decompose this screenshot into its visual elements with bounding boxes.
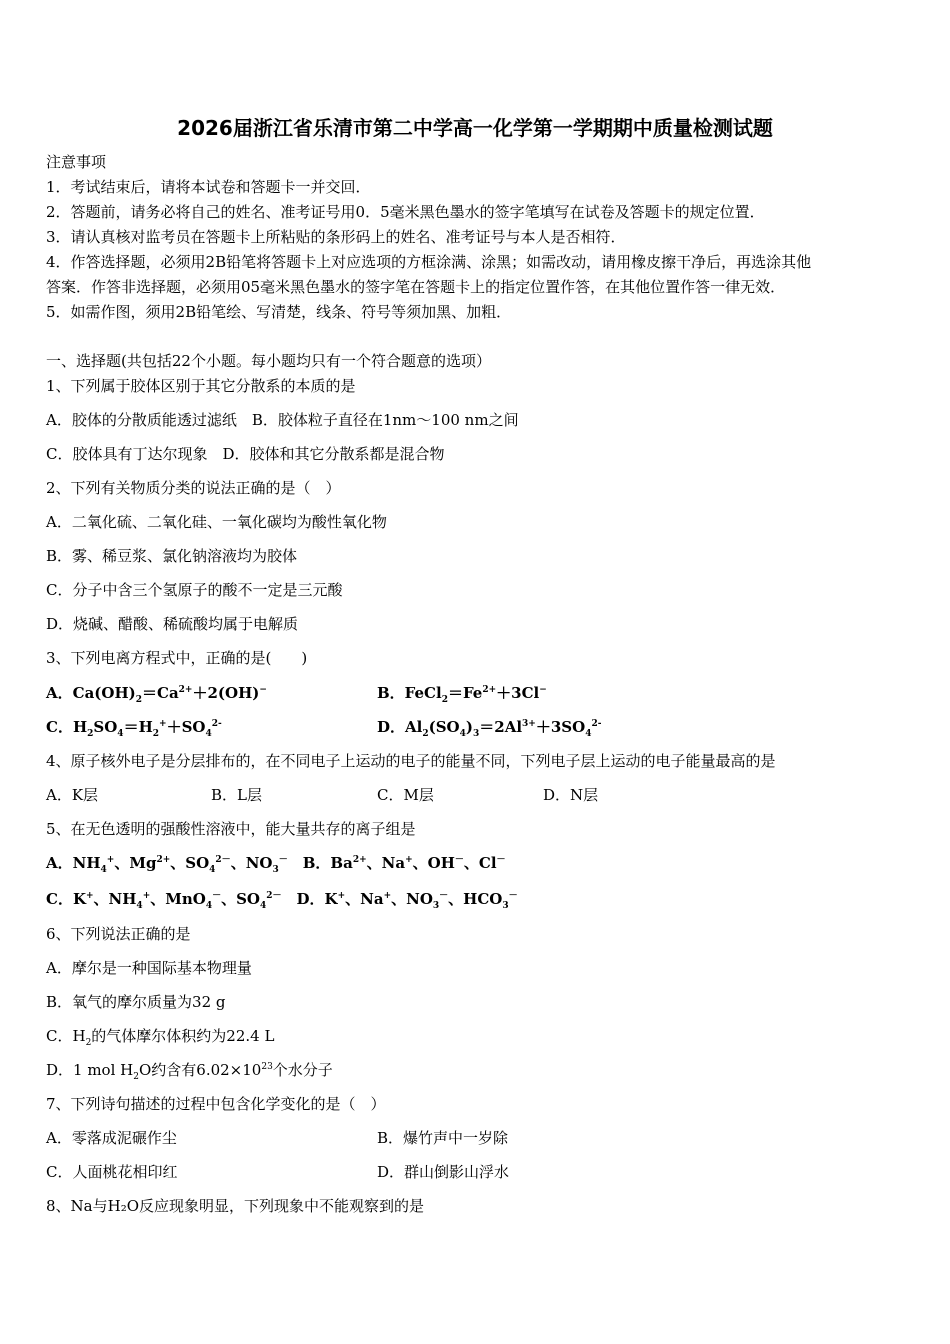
- question-4-option-d: D．N层: [543, 786, 599, 804]
- question-2-option-b: B．雾、稀豆浆、氯化钠溶液均为胶体: [46, 547, 298, 565]
- question-3-option-c: C．$H_2SO_4=H_2^++SO_4^{2-}$: [46, 718, 222, 739]
- question-3: 3、下列电离方程式中，正确的是( ): [46, 649, 308, 667]
- question-1-option-ab: A．胶体的分散质能透过滤纸 B．胶体粒子直径在1nm～100 nm之间: [46, 411, 519, 429]
- question-6-option-a: A．摩尔是一种国际基本物理量: [46, 959, 252, 977]
- notice-item: 2．答题前，请务必将自己的姓名、准考证号用0．5毫米黑色墨水的签字笔填写在试卷及答题卡的规定位置．: [46, 203, 765, 221]
- question-6-option-b: B．氧气的摩尔质量为32 g: [46, 993, 226, 1011]
- notice-heading: 注意事项: [46, 153, 107, 171]
- question-2-option-a: A．二氧化硫、二氧化硅、一氧化碳均为酸性氧化物: [46, 513, 387, 531]
- question-1-option-cd: C．胶体具有丁达尔现象 D．胶体和其它分散系都是混合物: [46, 445, 445, 463]
- notice-item: 答案．作答非选择题，必须用05毫米黑色墨水的签字笔在答题卡上的指定位置作答，在其他位置作答一律无效．: [46, 278, 786, 296]
- question-7-option-c: C．人面桃花相印红: [46, 1163, 178, 1181]
- question-6: 6、下列说法正确的是: [46, 925, 191, 943]
- question-4-option-c: C．M层: [377, 786, 434, 804]
- question-1: 1、下列属于胶体区别于其它分散系的本质的是: [46, 377, 356, 395]
- question-4-option-a: A．K层: [46, 786, 99, 804]
- section-heading: 一、选择题(共包括22个小题。每小题均只有一个符合题意的选项）: [46, 352, 491, 370]
- question-8: 8、Na与H₂O反应现象明显，下列现象中不能观察到的是: [46, 1197, 425, 1215]
- notice-item: 4．作答选择题，必须用2B铅笔将答题卡上对应选项的方框涂满、涂黑；如需改动，请用橡皮擦干净后，再选涂其他: [46, 253, 812, 271]
- question-7: 7、下列诗句描述的过程中包含化学变化的是（ ）: [46, 1095, 386, 1113]
- question-2: 2、下列有关物质分类的说法正确的是（ ）: [46, 479, 341, 497]
- notice-item: 5．如需作图，须用2B铅笔绘、写清楚，线条、符号等须加黑、加粗．: [46, 303, 512, 321]
- notice-item: 3．请认真核对监考员在答题卡上所粘贴的条形码上的姓名、准考证号与本人是否相符．: [46, 228, 626, 246]
- question-2-option-c: C．分子中含三个氢原子的酸不一定是三元酸: [46, 581, 343, 599]
- question-4: 4、原子核外电子是分层排布的，在不同电子上运动的电子的能量不同，下列电子层上运动的电子能量最高的是: [46, 752, 776, 770]
- notice-item: 1．考试结束后，请将本试卷和答题卡一并交回．: [46, 178, 371, 196]
- question-7-option-b: B．爆竹声中一岁除: [377, 1129, 509, 1147]
- question-2-option-d: D．烧碱、醋酸、稀硫酸均属于电解质: [46, 615, 299, 633]
- question-5: 5、在无色透明的强酸性溶液中，能大量共存的离子组是: [46, 820, 416, 838]
- question-5-option-cd: C．K+、$NH_4^+$、MnO$_4$－、$SO_4^{2-}$ D．K+、Na+、$NO_3^-$、$HCO_3^-$: [46, 890, 518, 911]
- question-3-option-d: D．$Al_2(SO_4)_3=2Al^{3+}+3SO_4^{2-}$: [377, 718, 602, 739]
- question-7-option-d: D．群山倒影山浮水: [377, 1163, 510, 1181]
- question-3-option-b: B．$FeCl_2=Fe^{2+}+3Cl^-$: [377, 684, 547, 705]
- question-3-option-a: A．$Ca(OH)_2=Ca^{2+}+2(OH)^-$: [46, 684, 267, 705]
- question-7-option-a: A．零落成泥碾作尘: [46, 1129, 177, 1147]
- question-6-option-c: C．$H_2$的气体摩尔体积约为22.4 L: [46, 1027, 275, 1048]
- question-4-option-b: B．L层: [211, 786, 262, 804]
- page-title: 2026届浙江省乐清市第二中学高一化学第一学期期中质量检测试题: [177, 116, 773, 140]
- question-6-option-d: D．1 mol $H_2O$约含有$6.02\times 10^{23}$个水分子: [46, 1061, 333, 1082]
- question-5-option-ab: A．$NH_4^+$、$Mg^{2+}$、$SO_4^{2-}$、$NO_3^-$ B．$Ba^{2+}$、Na+、OH－、Cl－: [46, 854, 506, 875]
